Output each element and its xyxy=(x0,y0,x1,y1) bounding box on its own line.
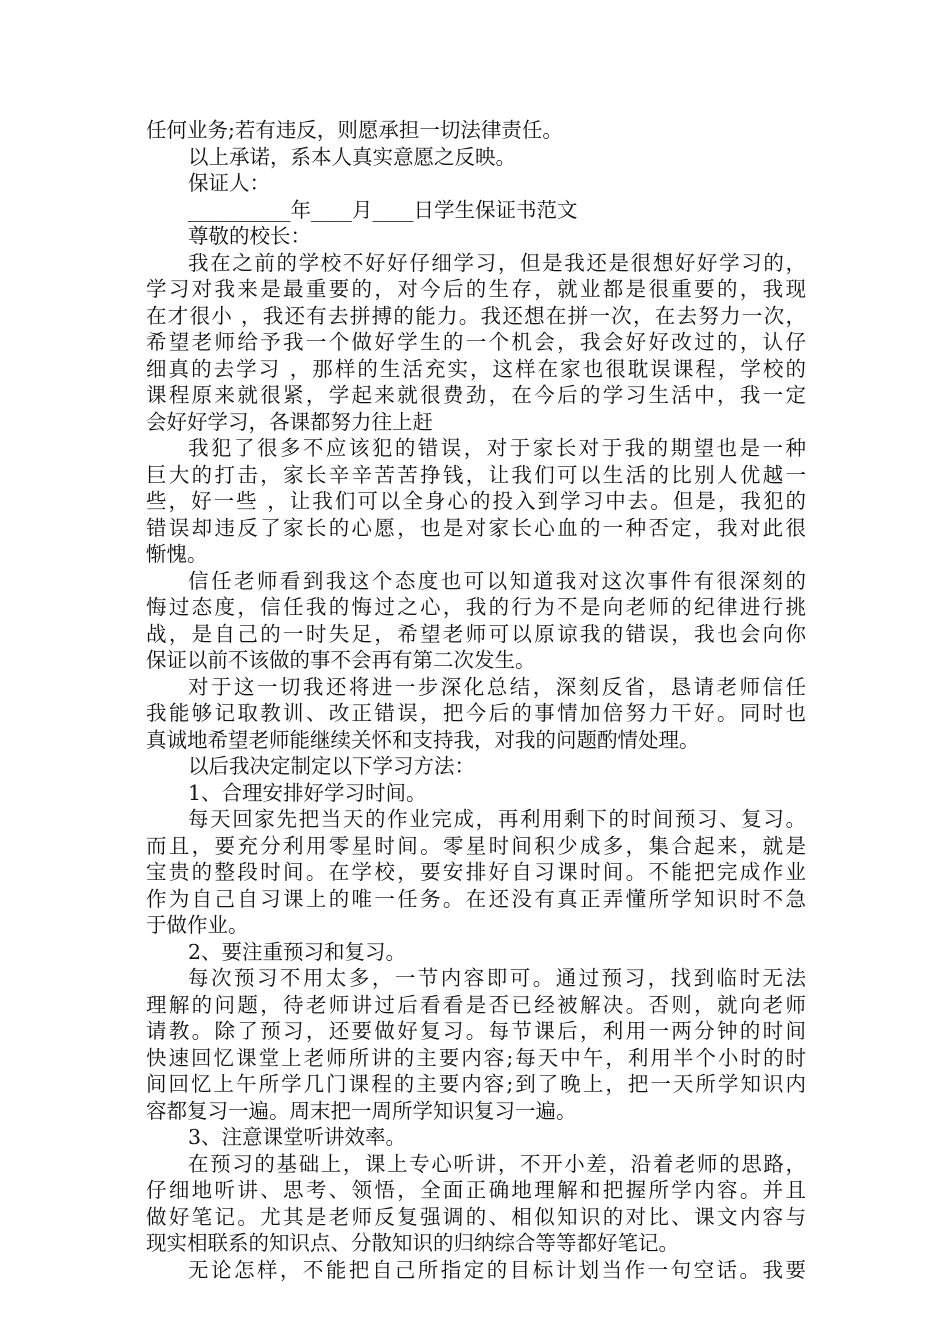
text-line: 错误却违反了家长的心愿，也是对家长心血的一种否定，我对此很 xyxy=(146,515,806,540)
text-line: 宝贵的整段时间。在学校，要安排好自习课时间。不能把完成作业 xyxy=(146,860,806,884)
text-line: 做好笔记。尤其是老师反复强调的、相似知识的对比、课文内容与 xyxy=(146,1204,806,1229)
text-line: 间回忆上午所学几门课程的主要内容;到了晚上，把一天所学知识内 xyxy=(146,1072,806,1096)
text-line: 于做作业。 xyxy=(146,913,249,937)
text-line: 3、注意课堂听讲效率。 xyxy=(188,1125,407,1149)
text-line: 细真的去学习 ，那样的生活充实，这样在家也很耽误课程，学校的 xyxy=(146,356,806,381)
text-line: 我能够记取教训、改正错误，把今后的事情加倍努力干好。同时也 xyxy=(146,701,806,725)
text-line: 我在之前的学校不好好仔细学习，但是我还是很想好好学习的， xyxy=(188,250,806,275)
text-line: 快速回忆课堂上老师所讲的主要内容;每天中午，利用半个小时的时 xyxy=(146,1045,806,1070)
text-line: 课程原来就很紧，学起来就很费劲，在今后的学习生活中，我一定 xyxy=(146,383,806,407)
text-line: 容都复习一遍。周末把一周所学知识复习一遍。 xyxy=(146,1098,577,1123)
text-line: 现实相联系的知识点、分散知识的归纳综合等等都好笔记。 xyxy=(146,1231,679,1255)
text-line: 希望老师给予我一个做好学生的一个机会，我会好好改过的，认仔 xyxy=(146,330,806,354)
text-line: 以后我决定制定以下学习方法： xyxy=(188,754,475,778)
text-line: 以上承诺，系本人真实意愿之反映。 xyxy=(188,144,516,169)
text-line: 仔细地听讲、思考、领悟，全面正确地理解和把握所学内容。并且 xyxy=(146,1178,806,1202)
text-line: 信任老师看到我这个态度也可以知道我对这次事件有很深刻的 xyxy=(188,568,806,593)
text-line: __________年____月____日学生保证书范文 xyxy=(188,197,578,222)
text-line: 巨大的打击，家长辛辛苦苦挣钱，让我们可以生活的比别人优越一 xyxy=(146,462,806,487)
text-line: 保证以前不该做的事不会再有第二次发生。 xyxy=(146,648,536,672)
text-line: 战，是自己的一时失足，希望老师可以原谅我的错误，我也会向你 xyxy=(146,621,806,646)
text-line: 真诚地希望老师能继续关怀和支持我，对我的问题酌情处理。 xyxy=(146,727,700,752)
text-line: 无论怎样，不能把自己所指定的目标计划当作一句空话。我要 xyxy=(188,1257,806,1282)
text-line: 对于这一切我还将进一步深化总结，深刻反省，恳请老师信任 xyxy=(188,674,806,699)
text-line: 而且，要充分利用零星时间。零星时间积少成多，集合起来，就是 xyxy=(146,833,806,858)
text-line: 尊敬的校长： xyxy=(188,224,311,248)
text-line: 学习对我来是最重要的，对今后的生存，就业都是很重要的，我现 xyxy=(146,277,806,301)
text-line: 悔过态度，信任我的悔过之心，我的行为不是向老师的纪律进行挑 xyxy=(146,595,806,619)
text-line: 些，好一些 ，让我们可以全身心的投入到学习中去。但是，我犯的 xyxy=(146,489,806,513)
text-line: 惭愧。 xyxy=(146,542,208,566)
document-body xyxy=(146,117,806,1283)
text-line: 我犯了很多不应该犯的错误，对于家长对于我的期望也是一种 xyxy=(188,436,806,460)
text-line: 在才很小 ，我还有去拼搏的能力。我还想在拼一次，在去努力一次， xyxy=(146,303,806,328)
text-line: 每次预习不用太多，一节内容即可。通过预习，找到临时无法 xyxy=(188,966,806,990)
text-line: 2、要注重预习和复习。 xyxy=(188,939,407,964)
text-line: 每天回家先把当天的作业完成，再利用剩下的时间预习、复习。 xyxy=(188,807,806,831)
text-line: 在预习的基础上，课上专心听讲，不开小差，沿着老师的思路， xyxy=(188,1151,806,1176)
text-line: 作为自己自习课上的唯一任务。在还没有真正弄懂所学知识时不急 xyxy=(146,886,806,911)
text-line: 任何业务;若有违反，则愿承担一切法律责任。 xyxy=(146,118,563,142)
text-line: 会好好学习，各课都努力往上赶 xyxy=(146,409,433,434)
text-line: 理解的问题，待老师讲过后看看是否已经被解决。否则，就向老师 xyxy=(146,992,806,1017)
text-line: 保证人： xyxy=(188,171,270,195)
text-line: 1、合理安排好学习时间。 xyxy=(188,780,427,805)
text-line: 请教。除了预习，还要做好复习。每节课后，利用一两分钟的时间 xyxy=(146,1019,806,1043)
